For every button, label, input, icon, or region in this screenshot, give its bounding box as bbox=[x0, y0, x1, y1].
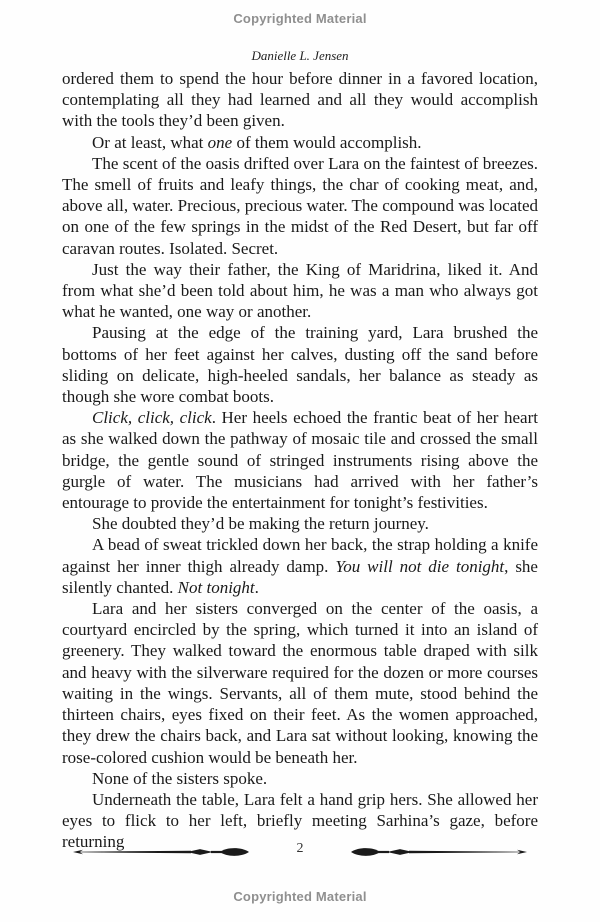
text-run: Underneath the table, Lara felt a hand grip hers. She allowed her eyes to flick to her left, briefly meeting Sarhina’s gaze, before returning bbox=[62, 789, 538, 852]
italic-text-run: one bbox=[207, 132, 233, 152]
italic-text-run: Click, click, click bbox=[92, 408, 212, 428]
text-run: . Her heels echoed the frantic beat of her heart as she walked down the pathway of mosaic tile and crossed the small bridge, the gentle sound of stringed instruments rising above the gurgle of water. The musicians had arrived with her father’s entourage to provide the entertainment for tonight’s festivities. bbox=[62, 408, 538, 513]
text-run: ordered them to spend the hour before dinner in a favored location, contemplating all they had learned and all they would accomplish with the tools they’d been given. bbox=[62, 69, 538, 131]
page-body bbox=[62, 68, 538, 853]
running-header-author: Danielle L. Jensen bbox=[251, 48, 349, 63]
text-run: Or at least, what bbox=[92, 132, 208, 152]
paragraph bbox=[62, 407, 538, 513]
text-run: None of the sisters spoke. bbox=[92, 768, 268, 788]
text-run: A bead of sweat trickled down her back, the strap holding a knife against her inner thigh already damp. bbox=[62, 535, 538, 576]
text-run: Pausing at the edge of the training yard, Lara brushed the bottoms of her feet against her calves, dusting off the sand before sliding on delicate, high-heeled sandals, her balance as steady as though she wore combat boots. bbox=[62, 323, 538, 407]
paragraph bbox=[62, 768, 538, 789]
top-copyright-notice: Copyrighted Material bbox=[233, 11, 367, 26]
paragraph bbox=[62, 598, 538, 768]
text-run: , she silently chanted. bbox=[62, 556, 538, 597]
text-run: The scent of the oasis drifted over Lara on the faintest of breezes. The smell of fruits and leafy things, the char of cooking meat, and, above all, water. Precious, precious water. The compound was located on one of the few springs in the midst of the Red Desert, but far off caravan routes. Isolated. Secret. bbox=[62, 153, 539, 258]
page-number: 2 bbox=[296, 841, 304, 856]
paragraph bbox=[62, 132, 538, 153]
bottom-copyright-notice: Copyrighted Material bbox=[233, 889, 367, 904]
footer-flourish-right-icon bbox=[347, 844, 527, 860]
italic-text-run: You will not die tonight bbox=[335, 556, 505, 576]
paragraph bbox=[62, 534, 538, 598]
paragraph bbox=[62, 68, 538, 132]
text-run: of them would accomplish. bbox=[232, 132, 422, 152]
paragraph bbox=[62, 259, 538, 323]
paragraph bbox=[62, 153, 538, 259]
paragraph bbox=[62, 322, 538, 407]
text-run: Just the way their father, the King of Maridrina, liked it. And from what she’d been told about him, he was a man who always got what he wanted, one way or another. bbox=[62, 259, 538, 322]
page-footer bbox=[0, 841, 600, 861]
text-run: . bbox=[254, 577, 259, 597]
text-run: Lara and her sisters converged on the center of the oasis, a courtyard encircled by the spring, which turned it into an island of greenery. They walked toward the enormous table draped with silk and heavy with the silverware required for the dozen or more courses waiting in the wings. Servants, all of them mute, stood behind the thirteen chairs, eyes fixed on their feet. As the women approached, they drew the chairs back, and Lara sat without looking, knowing the rose-colored cushion would be beneath her. bbox=[62, 599, 538, 767]
paragraph bbox=[62, 513, 538, 534]
text-run: She doubted they’d be making the return journey. bbox=[92, 514, 429, 534]
italic-text-run: Not tonight bbox=[177, 577, 255, 597]
